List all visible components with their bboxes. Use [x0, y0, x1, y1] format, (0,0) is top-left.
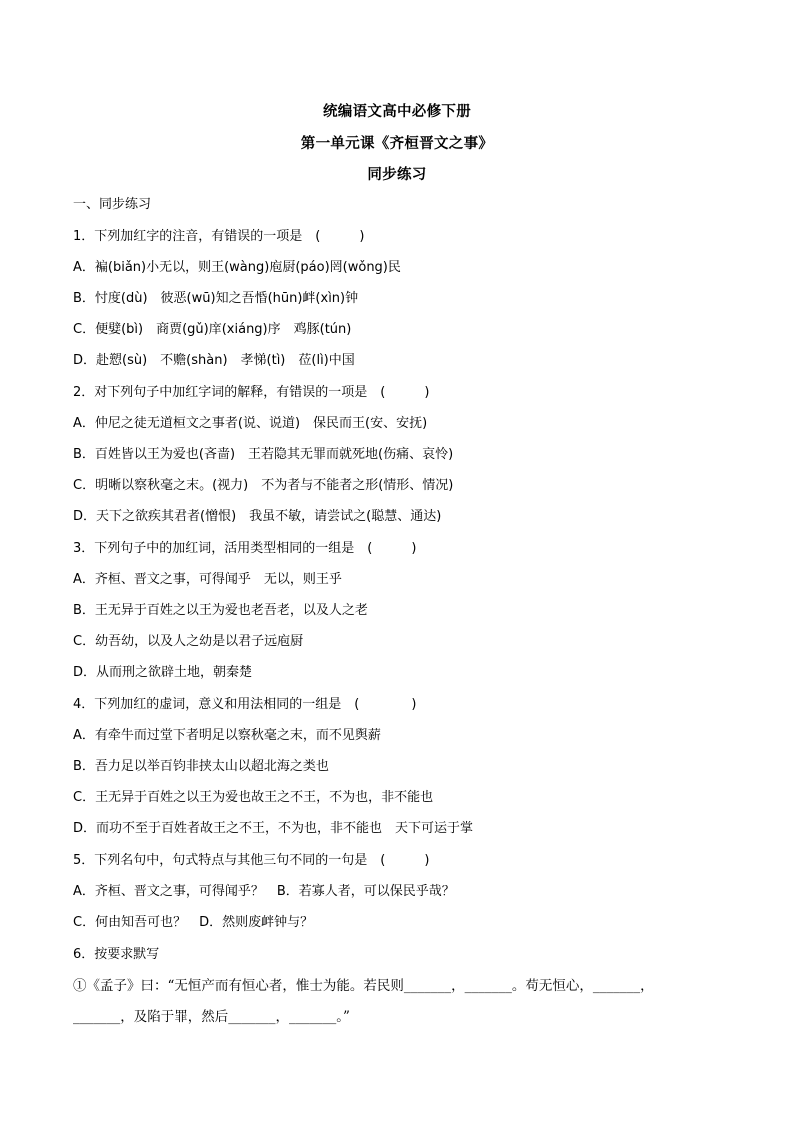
question-6-stem: 6．按要求默写	[73, 947, 160, 962]
question-6-dictation-line-2: _______，及陷于罪，然后_______，_______。”	[73, 1009, 350, 1025]
section-title: 同步练习	[367, 166, 427, 183]
question-4-option-d: D．而功不至于百姓者故王之不王，不为也，非不能也 天下可运于掌	[73, 821, 474, 836]
question-5-options-cd: C．何由知吾可也？ D．然则废衅钟与？	[73, 915, 314, 930]
question-5-stem: 5．下列名句中，句式特点与其他三句不同的一句是 ( )	[73, 853, 430, 868]
question-1-option-b: B．忖度(dù) 彼恶(wū)知之吾惛(hūn)衅(xìn)钟	[73, 291, 359, 306]
question-3-stem: 3．下列句子中的加红词，活用类型相同的一组是 ( )	[73, 541, 417, 556]
question-3-option-a: A．齐桓、晋文之事，可得闻乎 无以，则王乎	[73, 572, 342, 587]
question-4-option-b: B．吾力足以举百钧非挟太山以超北海之类也	[73, 759, 329, 774]
question-2-option-a: A．仲尼之徒无道桓文之事者(说、说道) 保民而王(安、安抚)	[73, 416, 428, 431]
question-5-options-ab: A．齐桓、晋文之事，可得闻乎？ B．若寡人者，可以保民乎哉？	[73, 884, 455, 899]
question-1-option-c: C．便嬖(bì) 商贾(gǔ)庠(xiáng)序 鸡豚(tún)	[73, 322, 352, 337]
question-4-option-a: A．有牵牛而过堂下者明足以察秋毫之末，而不见舆薪	[73, 728, 381, 743]
question-2-option-d: D．天下之欲疾其君者(憎恨) 我虽不敏，请尝试之(聪慧、通达)	[73, 509, 442, 524]
part-heading: 一、同步练习	[73, 197, 152, 212]
question-3-option-d: D．从而刑之欲辟土地，朝秦楚	[73, 665, 253, 680]
question-4-option-c: C．王无异于百姓之以王为爱也故王之不王，不为也，非不能也	[73, 790, 434, 805]
question-2-option-c: C．明晰以察秋毫之末。(视力) 不为者与不能者之形(情形、情况)	[73, 478, 454, 493]
question-1-stem: 1．下列加红字的注音，有错误的一项是 ( )	[73, 229, 365, 244]
lesson-title: 第一单元课《齐桓晋文之事》	[300, 135, 494, 152]
question-2-option-b: B．百姓皆以王为爱也(吝啬) 王若隐其无罪而就死地(伤痛、哀怜)	[73, 447, 454, 462]
question-4-stem: 4．下列加红的虚词，意义和用法相同的一组是 ( )	[73, 697, 417, 712]
question-3-option-b: B．王无异于百姓之以王为爱也老吾老，以及人之老	[73, 603, 368, 618]
question-1-option-a: A．褊(biǎn)小无以，则王(wàng)庖厨(páo)罔(wǒng)民	[73, 260, 401, 275]
question-3-option-c: C．幼吾幼，以及人之幼是以君子远庖厨	[73, 634, 304, 649]
document-title: 统编语文高中必修下册	[323, 103, 471, 120]
question-1-option-d: D．赴愬(sù) 不赡(shàn) 孝悌(tì) 莅(lì)中国	[73, 353, 355, 368]
question-6-dictation-line-1: ①《孟子》曰：“无恒产而有恒心者，惟士为能。若民则_______，_______。苟无恒心，_______，	[73, 978, 654, 994]
question-2-stem: 2．对下列句子中加红字词的解释，有错误的一项是 ( )	[73, 385, 430, 400]
